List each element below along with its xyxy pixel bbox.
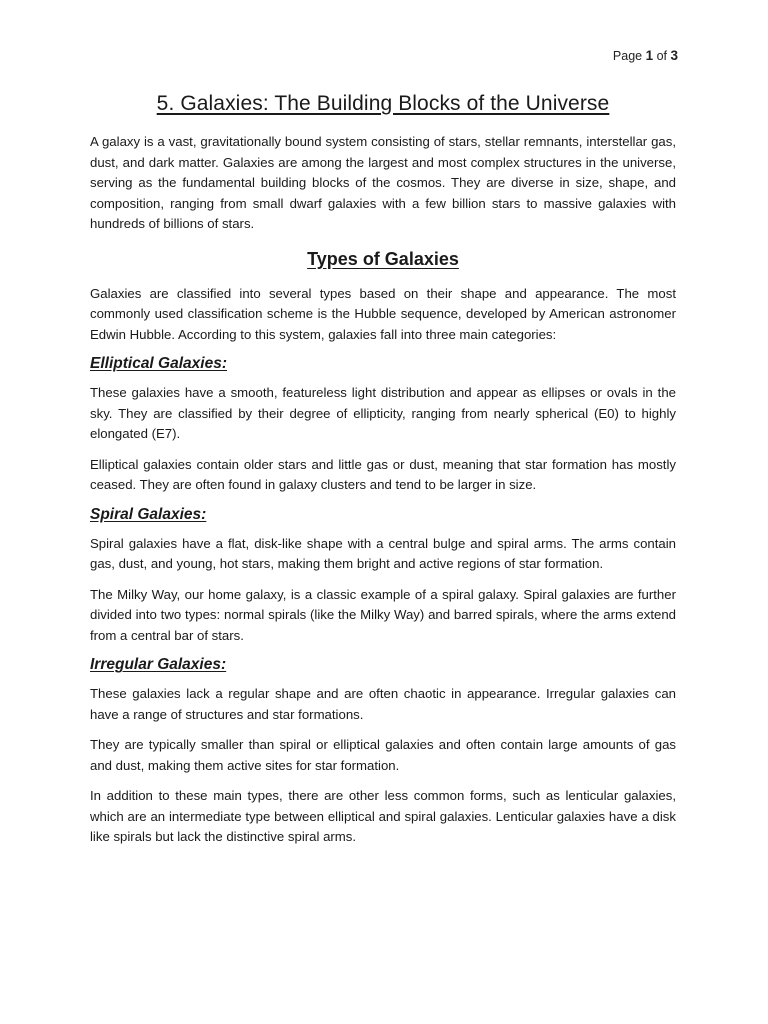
document-body — [90, 92, 676, 858]
page-number — [613, 48, 678, 63]
spiral-paragraph-1: Spiral galaxies have a flat, disk-like shape with a central bulge and spiral arms. The arms contain gas, dust, and young, hot stars, making them bright and active regions of star formation. — [90, 535, 676, 571]
spiral-paragraph-2: The Milky Way, our home galaxy, is a classic example of a spiral galaxy. Spiral galaxies are further divided into two types: normal spirals (like the Milky Way) and barred spirals, where the arms extend from a central bar of stars. — [90, 586, 676, 643]
types-section-heading: Types of Galaxies — [307, 248, 459, 269]
irregular-paragraph-3: In addition to these main types, there are other less common forms, such as lenticular galaxies, which are an intermediate type between elliptical and spiral galaxies. Lenticular galaxies have a disk like spirals but lack the distinctive spiral arms. — [90, 788, 676, 844]
document-title: 5. Galaxies: The Building Blocks of the Universe — [156, 92, 610, 115]
elliptical-paragraph-1: These galaxies have a smooth, featureless light distribution and appear as ellipses or ovals in the sky. They are classified by their degree of ellipticity, ranging from nearly spherical (E0) to highly elongated (E7). — [90, 385, 676, 441]
page-number-current: 1 — [645, 48, 654, 63]
page-number-prefix: Page — [612, 49, 646, 63]
elliptical-heading: Elliptical Galaxies: — [90, 355, 227, 372]
irregular-paragraph-2: They are typically smaller than spiral or elliptical galaxies and often contain large amounts of gas and dust, making them active sites for star formation. — [90, 737, 676, 773]
types-intro-paragraph: Galaxies are classified into several types based on their shape and appearance. The most commonly used classification scheme is the Hubble sequence, developed by American astronomer Edwin Hubble. According to this system, galaxies fall into three main categories: — [90, 285, 676, 342]
page-number-middle: of — [653, 49, 671, 63]
page-number-total: 3 — [670, 48, 678, 63]
elliptical-paragraph-2: Elliptical galaxies contain older stars and little gas or dust, meaning that star formation has mostly ceased. They are often found in galaxy clusters and tend to be larger in size. — [90, 456, 676, 492]
intro-paragraph: A galaxy is a vast, gravitationally bound system consisting of stars, stellar remnants, interstellar gas, dust, and dark matter. Galaxies are among the largest and most complex structures in the universe, serving as the fundamental building blocks of the cosmos. They are diverse in size, shape, and composition, ranging from small dwarf galaxies with a few billion stars to massive galaxies with hundreds of billions of stars. — [90, 134, 676, 231]
irregular-paragraph-1: These galaxies lack a regular shape and are often chaotic in appearance. Irregular galaxies can have a range of structures and star formations. — [90, 686, 676, 722]
irregular-heading: Irregular Galaxies: — [90, 656, 227, 673]
spiral-heading: Spiral Galaxies: — [90, 505, 207, 523]
